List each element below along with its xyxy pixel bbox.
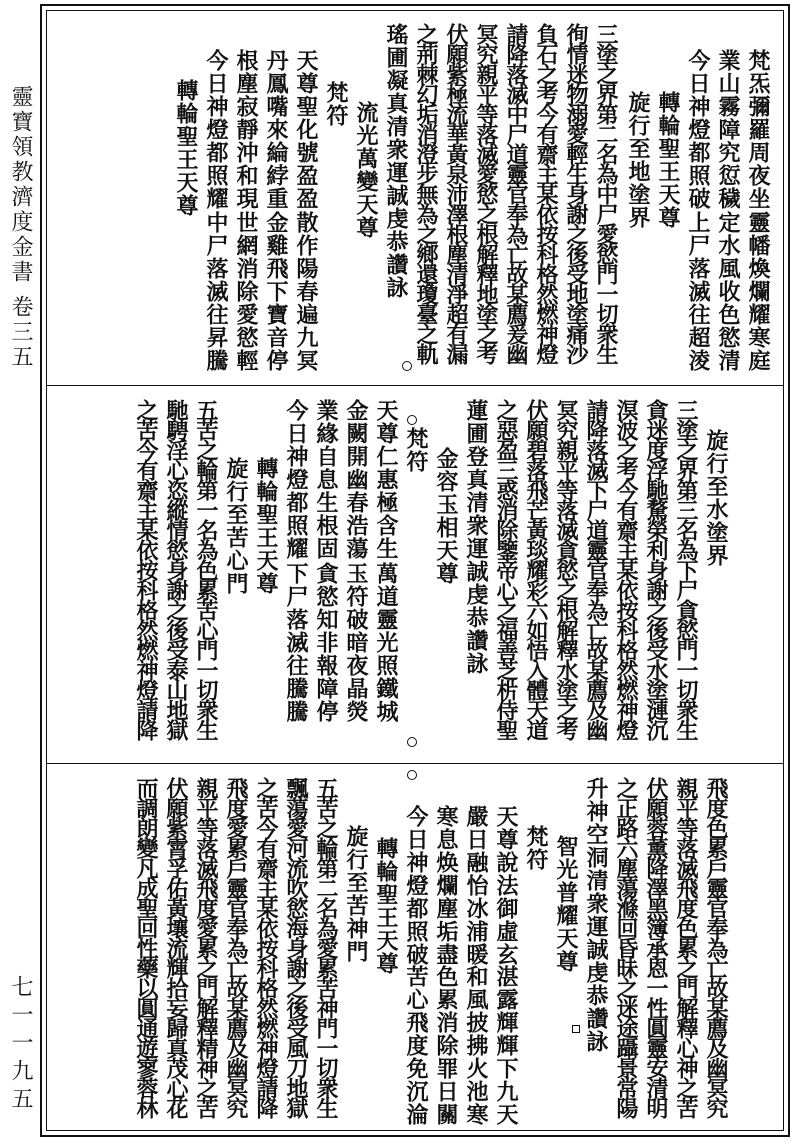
column: 中尸落滅往昇騰: [203, 211, 229, 372]
column: 智光普耀天尊: [553, 835, 579, 973]
column: 三塗之界第三名為下尸貪慾門一切衆生: [673, 399, 699, 739]
square-mark: [572, 1025, 580, 1033]
column: 瑤圃凝真清衆運誠虔恭讚詠: [383, 23, 409, 299]
column: 和風披拂火池寒: [463, 965, 489, 1126]
column: 飛度色累戶靈官奉為亡故某薦及幽冥究: [703, 777, 729, 1117]
volume-label: 卷三五: [8, 295, 33, 370]
column: 馳騁淫心恣縱情慾身謝之後受泰山地獄: [163, 399, 189, 739]
column: 旋行至地塗界: [625, 91, 651, 229]
panel-divider: [47, 385, 783, 386]
column: 伏願碧落飛芒黃琰耀彩六如悟入體天道: [523, 399, 549, 739]
column: 靈幡煥爛耀寒庭: [745, 211, 771, 372]
circle-mark: [407, 770, 417, 780]
column: 梵符: [403, 427, 429, 473]
panel-1: [47, 11, 783, 385]
column: 蓮圃登真清衆運誠虔恭讚詠: [463, 399, 489, 675]
column: 五苦之輪第一名為色累苦心門一切衆生: [193, 399, 219, 739]
circle-mark: [402, 361, 412, 371]
circle-mark: [407, 737, 417, 747]
column: 伏願蓉薰降澤黑簿承恩一性圓靈安清明: [643, 777, 669, 1117]
column: 飄蕩愛河流吹慾海身謝之後受風刀地獄: [283, 777, 309, 1117]
column: 今日神燈都照耀: [283, 399, 309, 560]
column: 玉符破暗夜晶熒: [343, 562, 369, 723]
page-frame: [40, 4, 790, 1137]
column: 梵符: [523, 825, 549, 871]
column: 冥究親平等落滅貪慾之根解釋水塗之考: [553, 399, 579, 739]
column: 伏願紫霄孚佑黃壤流輝拾妄歸真茂心花: [163, 777, 189, 1117]
column: 寒息焕爛塵垢盡: [433, 805, 459, 966]
column: 之苦今有齋主某依按科格然燃神燈請降: [133, 399, 159, 739]
column: 業緣自息生根固: [313, 399, 339, 560]
column: 親平等落滅飛度色累之門解釋心神之苦: [673, 777, 699, 1117]
column: 旋行至水塗界: [703, 429, 729, 567]
margin-title: [6, 85, 34, 370]
column: 升神空洞清衆運誠虔恭讚詠: [583, 777, 609, 1053]
column: 今日神燈都照破: [403, 805, 429, 966]
column: 貪慾知非報障停: [313, 562, 339, 723]
column: 天尊說法御虛玄: [493, 805, 519, 966]
column: 天尊聖化號盈盈: [293, 49, 319, 210]
column: 轉輪聖王天尊: [655, 91, 681, 229]
column: 嚴日融怡冰浦暖: [463, 805, 489, 966]
column: 湛露輝輝下九天: [493, 965, 519, 1126]
column: 轉輪聖王天尊: [253, 457, 279, 595]
column: 之荊棘幻垢消澄步無為之鄉還瓊臺之軌: [413, 23, 439, 363]
column: 天尊仁惠極含生: [373, 399, 399, 560]
column: 負石之考今有齋主某依按科格然燃神燈: [533, 23, 559, 363]
column: 而調朗變凡成聖回性藥以圓通遊寥蓉林: [133, 777, 159, 1117]
page-inner-border: [46, 10, 784, 1131]
column: 萬道靈光照鐵城: [373, 562, 399, 723]
column: 請降落滅中尸道靈官奉為亡故某薦爰幽: [503, 23, 529, 363]
column: 世網消除愛慾輕: [233, 211, 259, 372]
column: 金闕開幽春浩蕩: [343, 399, 369, 560]
panel-3: [47, 765, 783, 1135]
column: 旋行至苦神門: [343, 825, 369, 963]
panel-divider: [47, 763, 783, 764]
circle-mark: [407, 415, 417, 425]
column: 溟波之考今有齋主某依按科格然燃神燈: [613, 399, 639, 739]
column: 徇情迷物溺愛輕生身謝之後受地塗痛沙: [563, 23, 589, 363]
column: 流光萬變天尊: [353, 101, 379, 239]
column: 轉輪聖王天尊: [373, 837, 399, 975]
column: 飛度愛累戶靈官奉為亡故某薦及幽冥究: [223, 777, 249, 1117]
column: 轉輪聖王天尊: [173, 79, 199, 217]
column: 今日神燈都照耀: [203, 49, 229, 210]
column: 苦心飛度免沉淪: [403, 965, 429, 1126]
book-title: 靈寶領教濟度金書: [8, 85, 33, 285]
column: 三塗之界第二名為中尸愛慾門一切衆生: [593, 23, 619, 363]
column: 冥究親平等落滅愛慾之根解釋地塗之考: [473, 23, 499, 363]
column: 下尸落滅往騰騰: [283, 562, 309, 723]
column: 業山霧障究愆穢: [715, 49, 741, 210]
panel-2: [47, 387, 783, 763]
column: 散作陽春遍九冥: [293, 211, 319, 372]
column: 伏願紫極流華黃泉沛澤根塵清淨超有漏: [443, 23, 469, 363]
column: 之苦今有齋主某依按科格然燃神燈請降: [253, 777, 279, 1117]
column: 金容玉相天尊: [433, 447, 459, 585]
column: 請降落滅下尸道靈官奉為亡故某薦及幽: [583, 399, 609, 739]
column: 上尸落滅往超淩: [685, 211, 711, 372]
column: 梵符: [323, 81, 349, 127]
column: 貪迷度浮馳騖榮利身謝之後受水塗漣沉: [643, 399, 669, 739]
column: 今日神燈都照破: [685, 49, 711, 210]
column: 五苦之輪第二名為愛累苦神門一切衆生: [313, 777, 339, 1117]
column: 之惡盈三惑消除鑒帝心之福善芝㭊侍聖: [493, 399, 519, 739]
column: 丹鳳嘴來綸綍重: [263, 49, 289, 210]
column: 旋行至苦心門: [223, 457, 249, 595]
column: 親平等落滅飛度愛累之門解釋精神之苦: [193, 777, 219, 1117]
column: 金雞飛下寶音停: [263, 211, 289, 372]
column: 梵炁彌羅周夜坐: [745, 49, 771, 210]
column: 定水風收色慾清: [715, 211, 741, 372]
column: 色累消除罪日關: [433, 965, 459, 1126]
column: 之正路六塵蕩滌回昏昧之迷途躡景常陽: [613, 777, 639, 1117]
margin-page-number: 七一一九五: [8, 975, 33, 1115]
column: 根塵寂靜沖和現: [233, 49, 259, 210]
